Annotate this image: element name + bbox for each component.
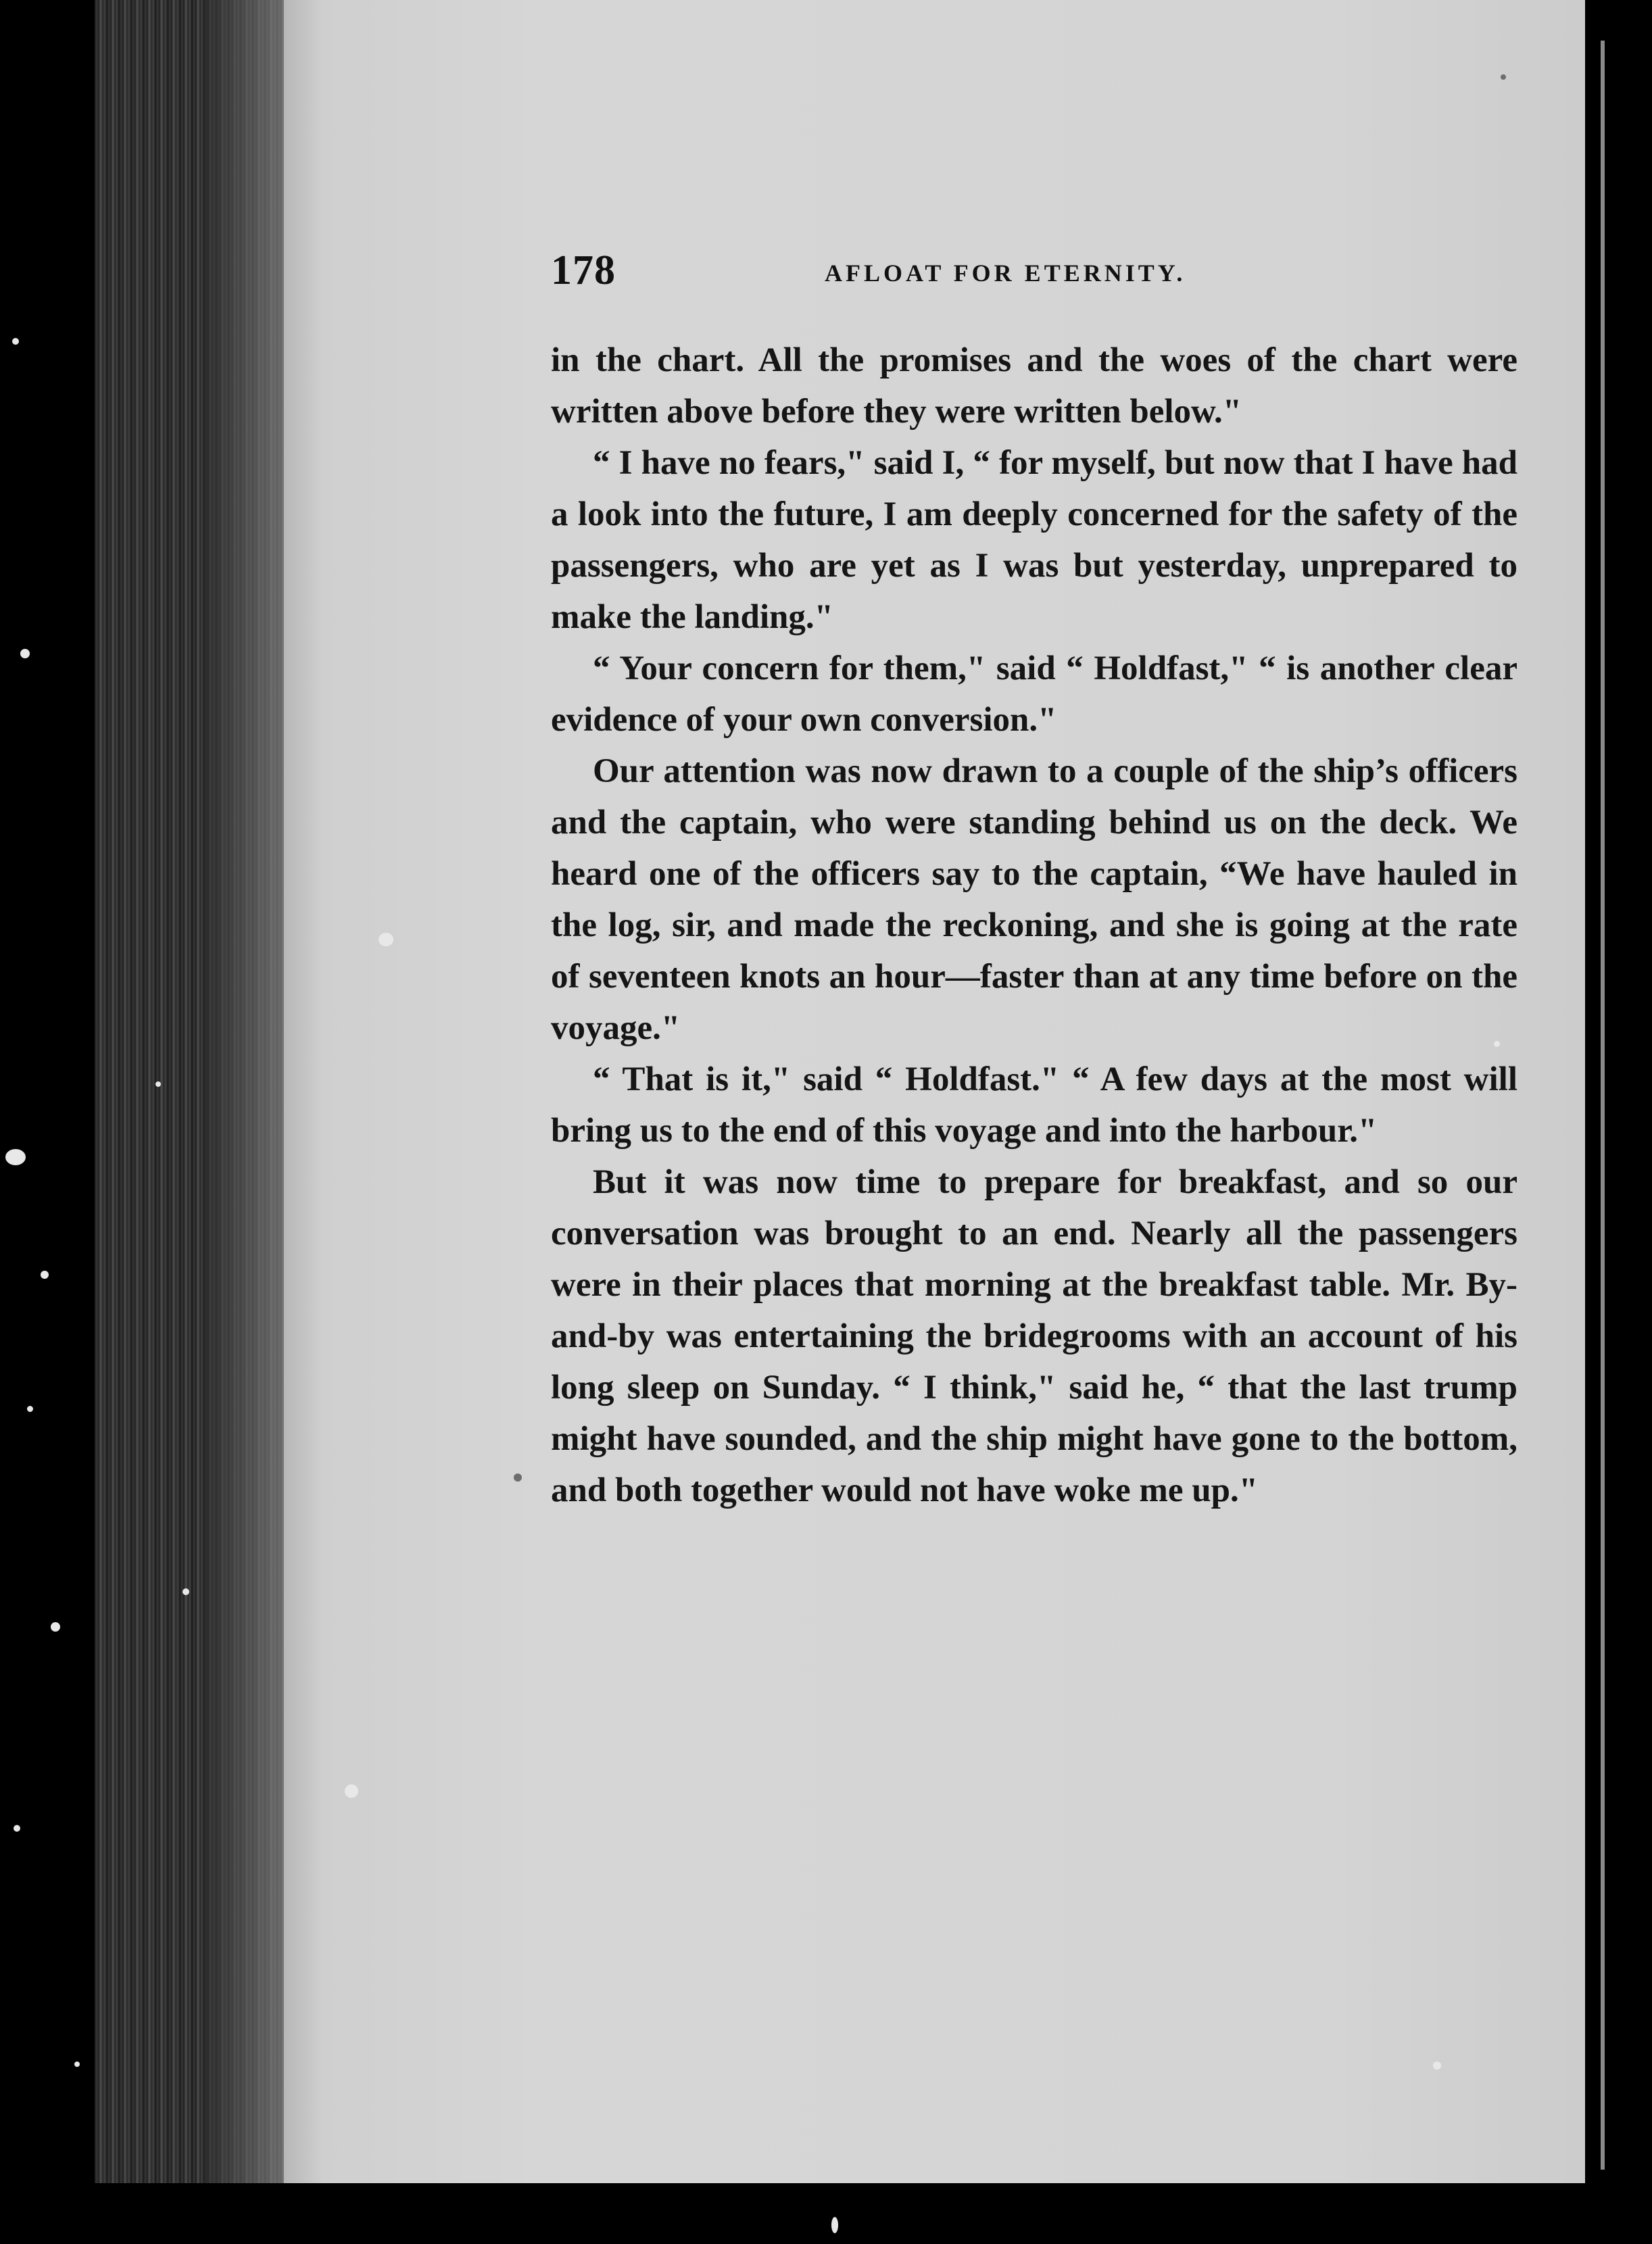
paragraph: “ I have no fears," said I, “ for myself, but now that I have had a look into the future, I am deeply concerned for the safety of the passengers, who are yet as I was but yesterday, unprepared to make the landing." (551, 444, 1517, 636)
scan-speck (12, 338, 19, 345)
scan-speck (1501, 74, 1506, 80)
scan-speck (183, 1588, 189, 1595)
scan-speck (74, 2062, 80, 2067)
body-text (551, 335, 1517, 1516)
scan-speck (155, 1081, 161, 1087)
scan-speck (41, 1271, 49, 1279)
paragraph: But it was now time to prepare for breakfast, and so our conversation was brought to an end. Nearly all the passengers were in their places that morning at the breakfast table. Mr. By-and-by was entertaining the bridegrooms with an account of his long sleep on Sunday. “ I think," said he, “ that the last trump might have sounded, and the ship might have gone to the bottom, and both together would not have woke me up." (551, 1163, 1517, 1509)
paragraph: “ Your concern for them," said “ Holdfast," “ is another clear evidence of your own conversion." (551, 650, 1517, 739)
scan-speck (345, 1784, 358, 1798)
scan-speck (14, 1825, 20, 1832)
bottom-shadow (95, 2183, 1652, 2244)
running-head: AFLOAT FOR ETERNITY. (825, 260, 1186, 287)
paragraph: “ That is it," said “ Holdfast." “ A few days at the most will bring us to the end of this voyage and into the harbour." (551, 1060, 1517, 1150)
scan-speck (27, 1406, 33, 1412)
paragraph: in the chart. All the promises and the woes of the chart were written above before they were written below." (551, 341, 1517, 431)
scan-speck (379, 933, 393, 946)
page-number: 178 (551, 247, 616, 293)
binding-shadow (1585, 0, 1652, 2244)
scan-speck (5, 1149, 26, 1165)
scan-speck (1433, 2062, 1441, 2070)
binding-line (1601, 41, 1605, 2170)
scan-speck (51, 1622, 60, 1632)
left-margin-shadow (0, 0, 95, 2244)
scan-speck (831, 2217, 838, 2233)
page-edge-fade (203, 0, 284, 2244)
scan-speck (20, 649, 30, 658)
paragraph: Our attention was now drawn to a couple of the ship’s officers and the captain, who were standing behind us on the deck. We heard one of the officers say to the captain, “We have hauled in the log, sir, and made the reckoning, and she is going at the rate of seventeen knots an hour—faster than at any time before on the voyage." (551, 752, 1517, 1047)
scan-speck (514, 1473, 522, 1482)
page-header (551, 247, 1524, 308)
